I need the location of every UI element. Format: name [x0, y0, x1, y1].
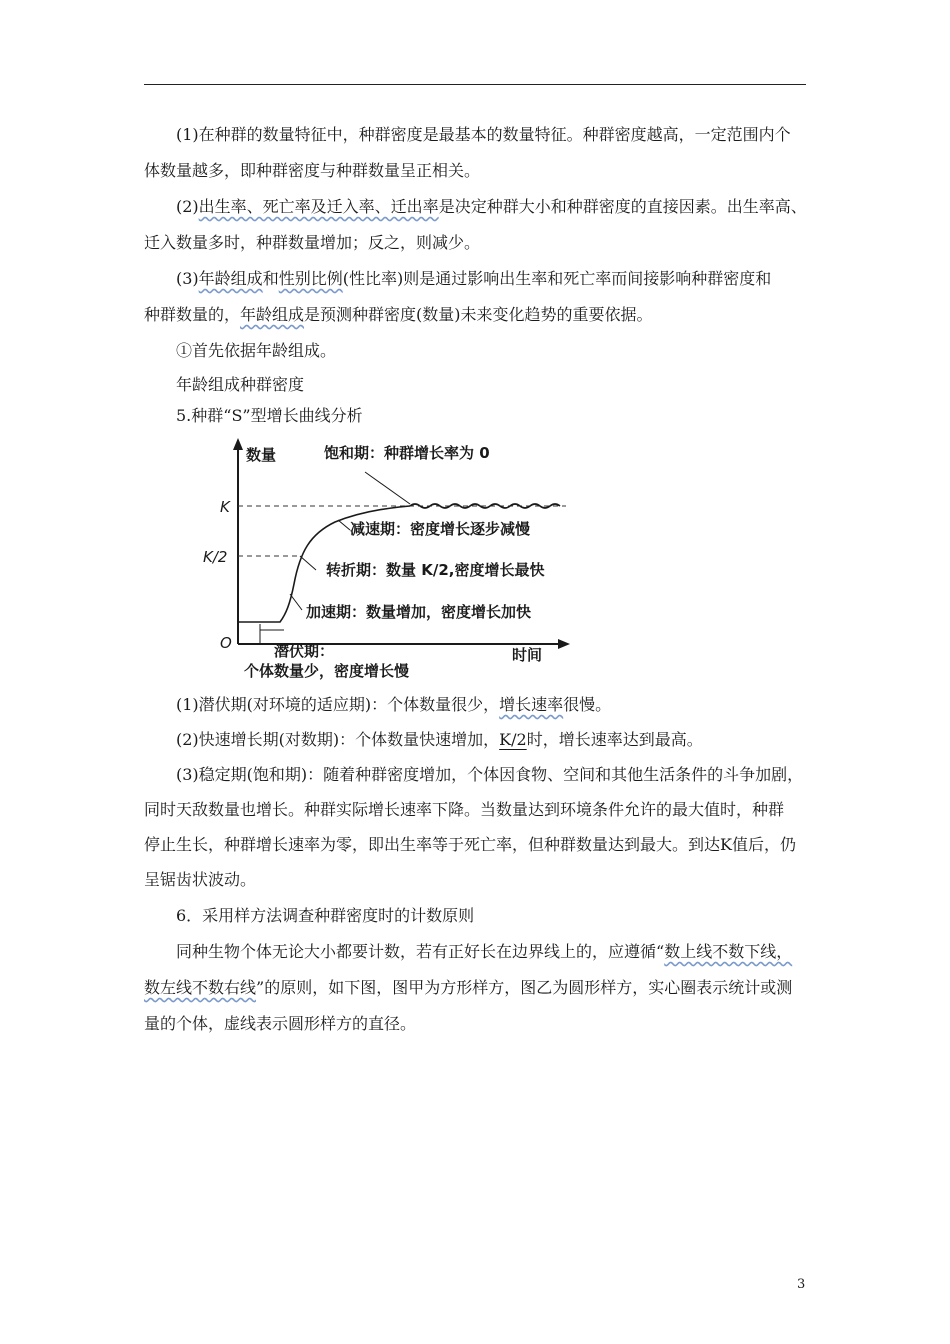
para3-term2: 性别比例	[278, 269, 343, 288]
phase1-line	[176, 694, 611, 716]
lag-leader	[260, 624, 284, 644]
saturation-annotation: 饱和期：种群增长率为 0	[324, 444, 490, 462]
para6-line3: 量的个体，虚线表示圆形样方的直径。	[144, 1014, 417, 1033]
list-item-2: 年龄组成种群密度	[176, 375, 305, 394]
para2-line2: 迁入数量多时，种群数量增加；反之，则减少。	[144, 233, 481, 252]
phase1-rest: 很慢。	[563, 695, 612, 714]
deceleration-leader	[338, 520, 350, 530]
para2-prefix: (2)	[176, 197, 199, 216]
lag-annotation-line2: 个体数量少，密度增长慢	[244, 662, 410, 680]
y-axis-arrow	[233, 438, 243, 450]
phase3-line2: 同时天敌数量也增长。种群实际增长速率下降。当数量达到环境条件允许的最大值时，种群	[144, 800, 785, 819]
origin-label: O	[220, 634, 232, 652]
saturation-leader	[365, 472, 410, 504]
para2-rest: 是决定种群大小和种群密度的直接因素。出生率高、	[438, 197, 807, 216]
phase2-line	[176, 729, 703, 751]
para3-line2-rest: 是预测种群密度(数量)未来变化趋势的重要依据。	[304, 305, 653, 324]
para3-line2	[144, 304, 653, 326]
para6-line1-prefix: 同种生物个体无论大小都要计数，若有正好长在边界线上的，应遵循“	[176, 942, 665, 961]
phase2-rest: 时，增长速率达到最高。	[526, 730, 703, 749]
deceleration-annotation: 减速期：密度增长逐步减慢	[350, 520, 531, 538]
header-rule	[144, 84, 806, 85]
phase2-prefix: (2)快速增长期(对数期)：个体数量快速增加，	[176, 730, 500, 749]
k-half-label: K/2	[203, 548, 228, 566]
para2-line1	[176, 196, 807, 218]
para1-line2: 体数量越多，即种群密度与种群数量呈正相关。	[144, 161, 481, 180]
s-curve-figure	[200, 434, 580, 680]
phase3-line1: (3)稳定期(饱和期)：随着种群密度增加，个体因食物、空间和其他生活条件的斗争加剧，	[176, 765, 804, 784]
page-number: 3	[797, 1277, 806, 1292]
para3-line1	[176, 268, 771, 290]
y-axis-label: 数量	[246, 446, 277, 464]
para3-term1: 年龄组成	[198, 269, 263, 288]
para6-line1	[176, 941, 792, 963]
phase1-term: 增长速率	[499, 695, 564, 714]
phase1-prefix: (1)潜伏期(对环境的适应期)：个体数量很少，	[176, 695, 500, 714]
para2-term: 出生率、死亡率及迁入率、迁出率	[198, 197, 439, 216]
list-item-1: ①首先依据年龄组成。	[176, 341, 337, 360]
lag-annotation-line1: 潜伏期：	[274, 642, 335, 660]
turning-leader	[300, 556, 316, 570]
x-axis-label: 时间	[512, 646, 543, 664]
section6-title: 6．采用样方法调查种群密度时的计数原则	[176, 906, 475, 925]
phase3-line3: 停止生长，种群增长速率为零，即出生率等于死亡率，但种群数量达到最大。到达K值后，仍	[144, 835, 796, 854]
para1-line1: (1)在种群的数量特征中，种群密度是最基本的数量特征。种群密度越高，一定范围内个	[176, 125, 791, 144]
section5-title: 5.种群“S”型增长曲线分析	[176, 406, 363, 425]
para3-line2-prefix: 种群数量的，	[144, 305, 241, 324]
k-label: K	[220, 498, 230, 516]
turning-annotation: 转折期：数量 K/2,密度增长最快	[326, 561, 545, 579]
phase3-line4: 呈锯齿状波动。	[144, 870, 257, 889]
para3-prefix: (3)	[176, 269, 199, 288]
phase2-term: K/2	[499, 730, 527, 749]
acceleration-leader	[290, 594, 302, 610]
para6-line2-rest: ”的原则，如下图，图甲为方形样方，图乙为圆形样方，实心圈表示统计或测	[256, 978, 793, 997]
acceleration-annotation: 加速期：数量增加，密度增长加快	[306, 603, 532, 621]
para3-rest: (性比率)则是通过影响出生率和死亡率而间接影响种群密度和	[342, 269, 772, 288]
para3-line2-term: 年龄组成	[240, 305, 305, 324]
para3-mid: 和	[262, 269, 279, 288]
para6-line1-term: 数上线不数下线，	[664, 942, 793, 961]
x-axis-arrow	[558, 639, 570, 649]
para6-line2	[144, 977, 792, 999]
para6-line2-term: 数左线不数右线	[144, 978, 257, 997]
